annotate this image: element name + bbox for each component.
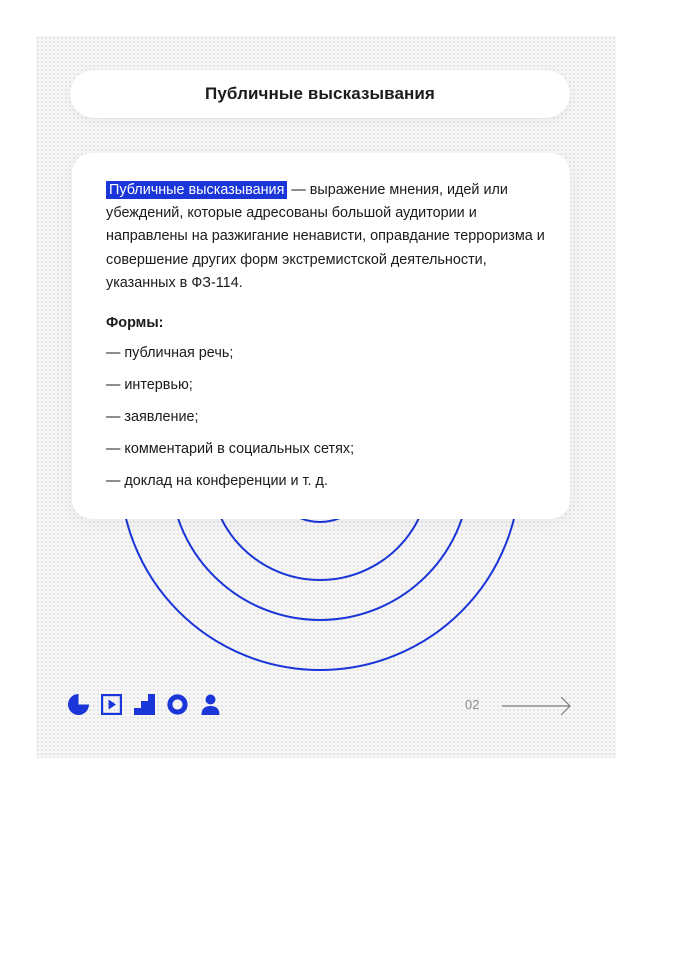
highlighted-term: Публичные высказывания	[106, 181, 287, 199]
list-item: — заявление;	[106, 409, 199, 425]
definition-paragraph	[106, 179, 546, 295]
forms-heading: Формы:	[106, 315, 164, 331]
forms-list	[106, 343, 354, 503]
stairs-icon	[134, 694, 155, 715]
person-icon	[200, 694, 221, 715]
icon-row	[68, 694, 221, 715]
list-item: — доклад на конференции и т. д.	[106, 473, 328, 489]
title-bar	[70, 70, 570, 118]
arrow-right-icon[interactable]	[502, 695, 572, 717]
ring-icon	[167, 694, 188, 715]
play-icon	[101, 694, 122, 715]
list-item: — интервью;	[106, 377, 193, 393]
list-item: — публичная речь;	[106, 345, 234, 361]
pie-icon	[68, 694, 89, 715]
page-number: 02	[465, 697, 480, 712]
definition-card	[72, 153, 570, 519]
list-item: — комментарий в социальных сетях;	[106, 441, 355, 457]
page-title: Публичные высказывания	[205, 84, 435, 103]
definition-text: — выражение мнения, идей или убеждений, которые адресованы большой аудитории и направлены на разжигание ненависти, оправдание терроризма и совершение других форм экстремистской деятельности, указанных в ФЗ-114.	[106, 182, 545, 291]
